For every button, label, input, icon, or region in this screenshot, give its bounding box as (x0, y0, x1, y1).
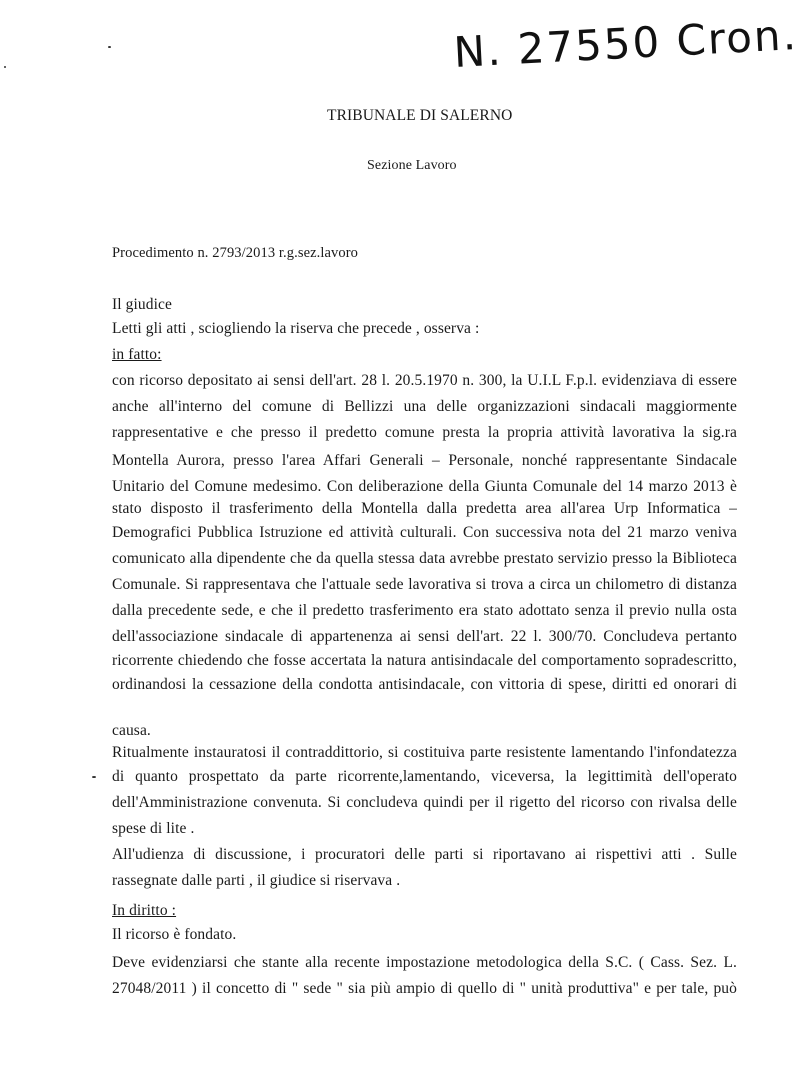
body-line: All'udienza di discussione, i procuratori delle parti si riportavano ai rispettivi atti . Sulle (112, 846, 737, 863)
court-title: TRIBUNALE DI SALERNO (327, 107, 513, 124)
procedure-number: Procedimento n. 2793/2013 r.g.sez.lavoro (112, 245, 359, 261)
body-line: Il giudice (112, 296, 172, 313)
body-line: stato disposto il trasferimento della Montella dalla predetta area all'area Urp Informatica – (112, 500, 737, 517)
body-line: di quanto prospettato da parte ricorrente,lamentando, viceversa, la legittimità dell'operato (112, 768, 737, 785)
body-line: rassegnate dalle parti , il giudice si riservava . (112, 872, 401, 889)
body-line: comunicato alla dipendente che da quella stessa data avrebbe prestato servizio presso la Biblioteca (112, 550, 737, 567)
body-line: ricorrente chiedendo che fosse accertata la natura antisindacale del comportamento sopradescritto, (112, 652, 737, 669)
handwritten-protocol-number: N. 27550 Cron. (452, 10, 799, 78)
body-line: spese di lite . (112, 820, 195, 837)
body-line: In diritto : (112, 902, 177, 919)
body-line: Il ricorso è fondato. (112, 926, 237, 943)
scan-speck (92, 776, 96, 778)
body-line: Comunale. Si rappresentava che l'attuale sede lavorativa si trova a circa un chilometro di distanza (112, 576, 737, 593)
body-line: rappresentative e che presso il predetto comune presta la propria attività lavorativa la sig.ra (112, 424, 737, 441)
body-line: Deve evidenziarsi che stante alla recente impostazione metodologica della S.C. ( Cass. Sez. L. (112, 954, 737, 971)
scan-speck (4, 66, 6, 68)
body-line: causa. (112, 722, 151, 739)
body-line: Ritualmente instauratosi il contraddittorio, si costituiva parte resistente lamentando l'infondatezza (112, 744, 737, 761)
body-line: con ricorso depositato ai sensi dell'art. 28 l. 20.5.1970 n. 300, la U.I.L F.p.l. evidenziava di essere (112, 372, 737, 389)
body-line: anche all'interno del comune di Bellizzi una delle organizzazioni sindacali maggiormente (112, 398, 737, 415)
body-line: Unitario del Comune medesimo. Con deliberazione della Giunta Comunale del 14 marzo 2013 è (112, 478, 737, 495)
scan-speck (108, 46, 111, 48)
body-line: dell'associazione sindacale di appartenenza ai sensi dell'art. 22 l. 300/70. Concludeva pertanto (112, 628, 737, 645)
body-line: 27048/2011 ) il concetto di " sede " sia più ampio di quello di " unità produttiva" e per tale, può (112, 980, 737, 997)
body-line: dalla precedente sede, e che il predetto trasferimento era stato adottato senza il previo nulla osta (112, 602, 737, 619)
body-line: dell'Amministrazione convenuta. Si concludeva quindi per il rigetto del ricorso con rivalsa delle (112, 794, 737, 811)
section-title: Sezione Lavoro (367, 158, 457, 173)
body-line: in fatto: (112, 346, 162, 363)
body-line: Montella Aurora, presso l'area Affari Generali – Personale, nonché rappresentante Sindacale (112, 452, 737, 469)
body-line: Letti gli atti , sciogliendo la riserva che precede , osserva : (112, 320, 480, 337)
body-line: ordinandosi la cessazione della condotta antisindacale, con vittoria di spese, diritti ed onorari di (112, 676, 737, 693)
body-line: Demografici Pubblica Istruzione ed attività culturali. Con successiva nota del 21 marzo veniva (112, 524, 737, 541)
